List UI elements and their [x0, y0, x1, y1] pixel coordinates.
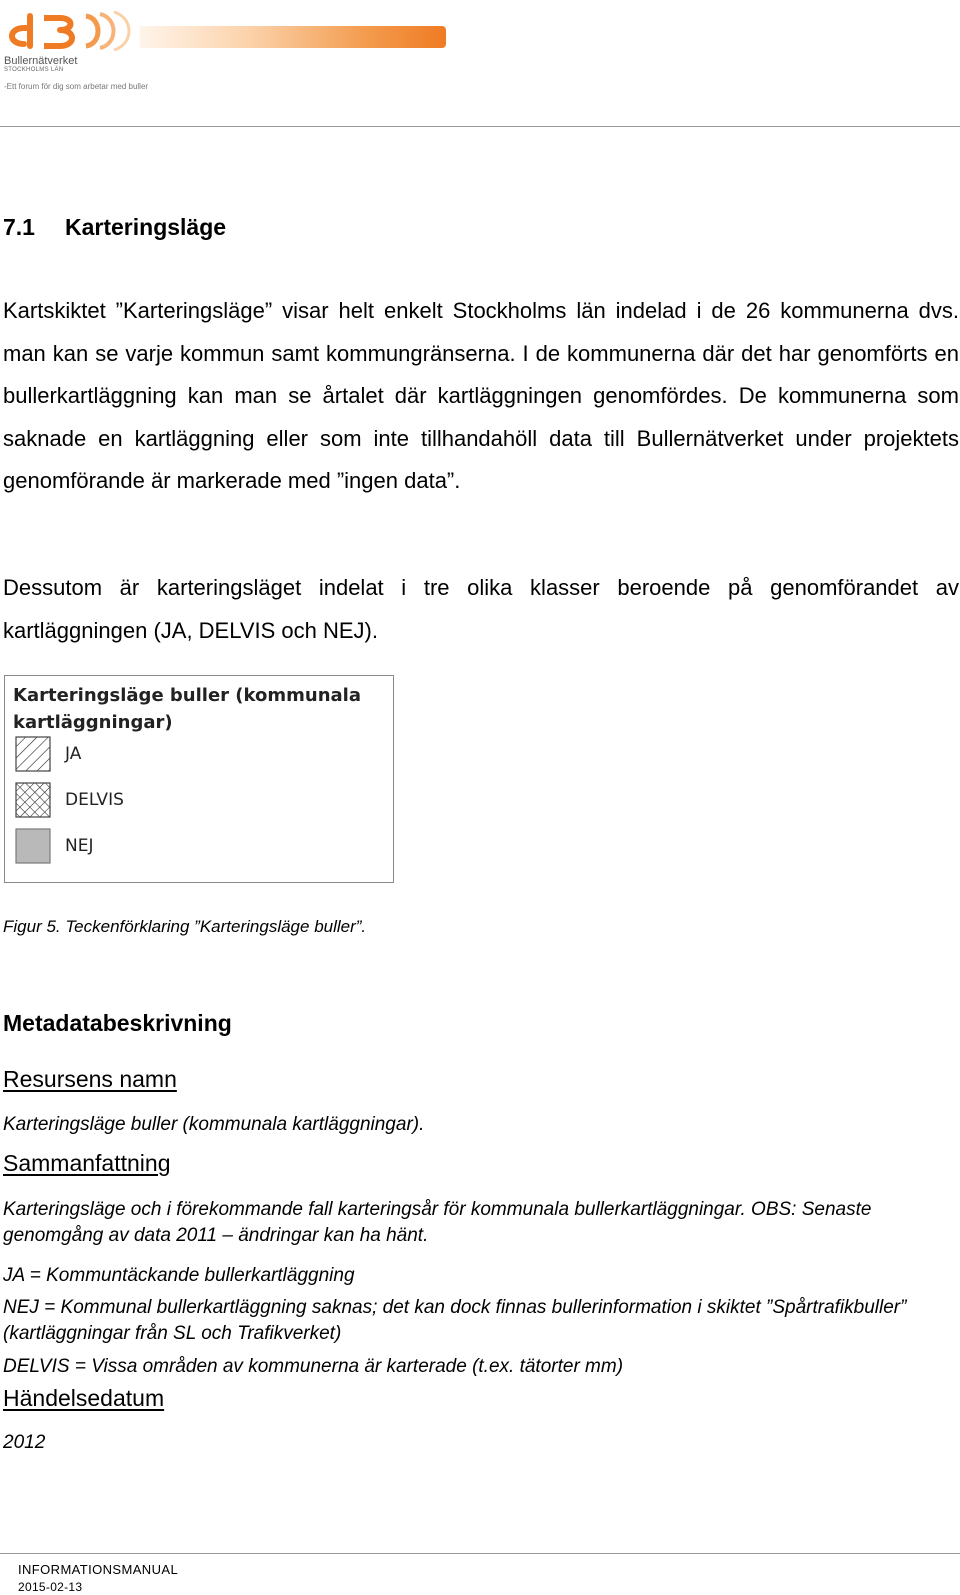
db-logo-icon: [4, 6, 144, 62]
summary-label: Sammanfattning: [3, 1150, 171, 1176]
legend-label-ja: JA: [65, 744, 82, 764]
metadata-heading: Metadatabeskrivning: [3, 1010, 232, 1036]
cross-hatch-swatch-icon: [15, 782, 51, 818]
header-gradient-bar: [140, 26, 446, 48]
solid-grey-swatch-icon: [15, 828, 51, 864]
legend-label-nej: NEJ: [65, 836, 94, 856]
org-tagline: -Ett forum för dig som arbetar med buller: [4, 82, 149, 91]
diagonal-hatch-swatch-icon: [15, 736, 51, 772]
resource-name-value: Karteringsläge buller (kommunala kartläggningar).: [3, 1114, 425, 1135]
header-divider: [0, 126, 960, 127]
footer-manual-title: INFORMATIONSMANUAL: [18, 1562, 179, 1577]
resource-name-label: Resursens namn: [3, 1066, 177, 1092]
body-paragraph-2: Dessutom är karteringsläget indelat i tre olika klasser beroende på genomförandet av kartläggningen (JA, DELVIS och NEJ).: [3, 575, 959, 643]
definition-delvis: DELVIS = Vissa områden av kommunerna är karterade (t.ex. tätorter mm): [3, 1356, 624, 1377]
legend-figure: [4, 675, 394, 883]
event-date-value: 2012: [3, 1432, 46, 1453]
section-heading: [3, 214, 226, 241]
org-subtitle: STOCKHOLMS LÄN: [4, 67, 64, 73]
body-paragraph-1: Kartskiktet ”Karteringsläge” visar helt enkelt Stockholms län indelad i de 26 kommunerna dvs. man kan se varje kommun samt kommungränserna. I de kommunerna där det har genomförts en bullerkartläggning kan man se årtalet där kartläggningen genomfördes. De kommunerna som saknade en kartläggning eller som inte tillhandahöll data till Bullernätverket under projektets genomförande är markerade med ”ingen data”.: [3, 298, 959, 493]
legend-title: Karteringsläge buller (kommunala kartläggningar): [13, 685, 361, 733]
footer-divider: [0, 1553, 960, 1554]
summary-text: Karteringsläge och i förekommande fall karteringsår för kommunala bullerkartläggningar. OBS: Senaste genomgång av data 2011 – ändringar kan ha hänt.: [3, 1199, 872, 1246]
definition-nej: NEJ = Kommunal bullerkartläggning saknas; det kan dock finnas bullerinformation i skiktet ”Spårtrafikbuller” (kartläggningar från SL och Trafikverket): [3, 1297, 907, 1344]
section-number: 7.1: [3, 214, 35, 240]
org-name: Bullernätverket: [4, 55, 78, 67]
figure-caption: Figur 5. Teckenförklaring ”Karteringsläge buller”.: [3, 917, 367, 936]
footer-date: 2015-02-13: [18, 1580, 83, 1594]
legend-label-delvis: DELVIS: [65, 790, 124, 810]
legend-item-delvis: [15, 782, 375, 818]
legend-item-ja: [15, 736, 375, 772]
event-date-label: Händelsedatum: [3, 1385, 165, 1411]
section-title: Karteringsläge: [65, 214, 227, 240]
legend-item-nej: [15, 828, 375, 864]
definition-ja: JA = Kommuntäckande bullerkartläggning: [3, 1265, 355, 1286]
